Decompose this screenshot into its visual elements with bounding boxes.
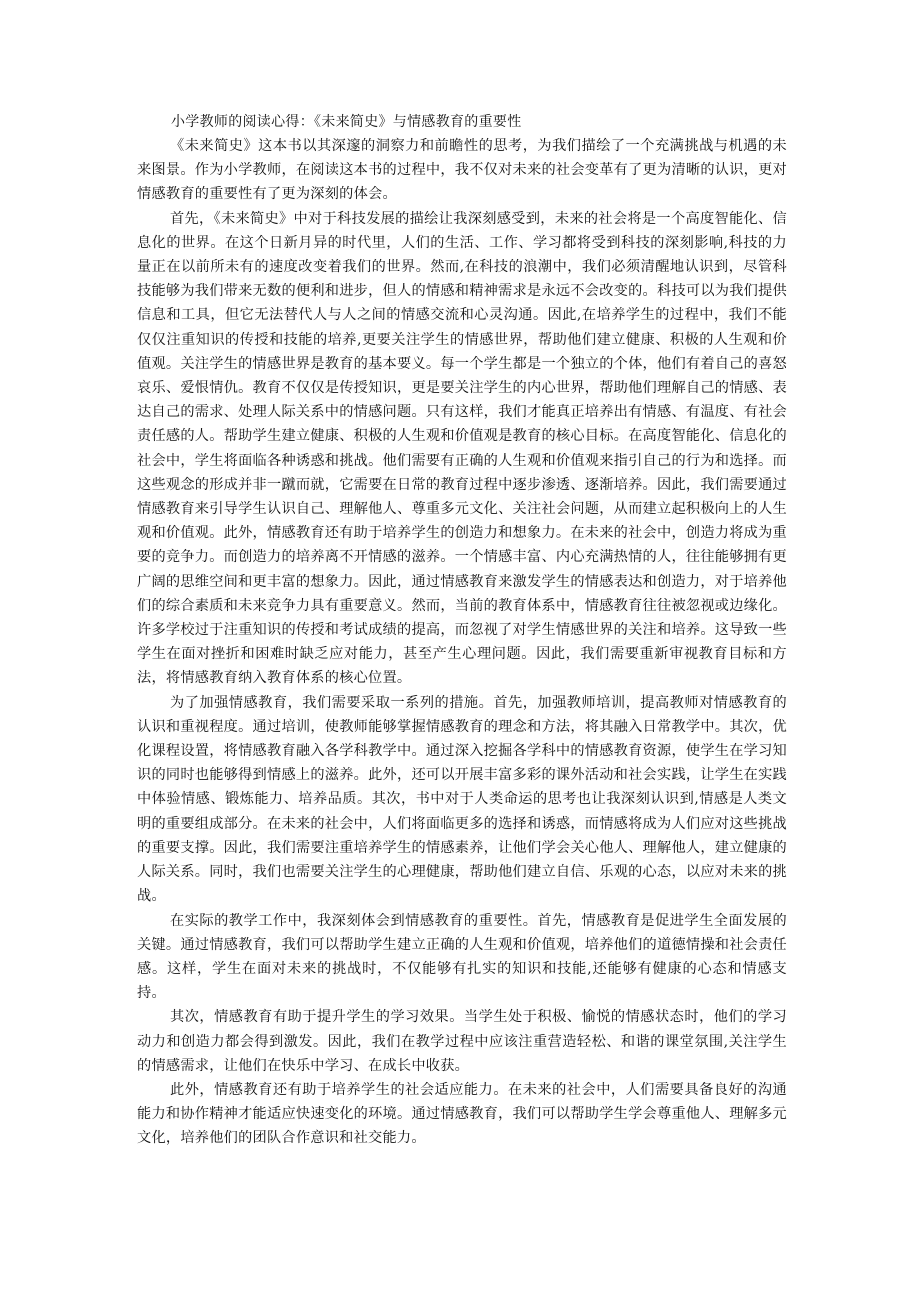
- paragraph-social-adaptation: 此外，情感教育还有助于培养学生的社会适应能力。在未来的社会中，人们需要具备良好的沟通能力和协作精神才能适应快速变化的环境。通过情感教育，我们可以帮助学生学会尊重他人、理解多元文化，培养他们的团队合作意识和社交能力。: [137, 1081, 787, 1147]
- document-title: 小学教师的阅读心得：《未来简史》与情感教育的重要性: [171, 114, 522, 130]
- paragraph-measures: 为了加强情感教育，我们需要采取一系列的措施。首先，加强教师培训，提高教师对情感教育的认识和重视程度。通过培训，使教师能够掌握情感教育的理念和方法，将其融入日常教学中。其次，优化课程设置，将情感教育融入各学科教学中。通过深入挖掘各学科中的情感教育资源，使学生在学习知识的同时也能够得到情感上的滋养。此外，还可以开展丰富多彩的课外活动和社会实践，让学生在实践中体验情感、锻炼能力、培养品质。其次，书中对于人类命运的思考也让我深刻认识到,情感是人类文明的重要组成部分。在未来的社会中，人们将面临更多的选择和诱惑，而情感将成为人们应对这些挑战的重要支撑。因此，我们需要注重培养学生的情感素养，让他们学会关心他人、理解他人，建立健康的人际关系。同时，我们也需要关注学生的心理健康，帮助他们建立自信、乐观的心态，以应对未来的挑战。: [137, 694, 787, 905]
- paragraph-technology: 首先，《未来简史》中对于科技发展的描绘让我深刻感受到，未来的社会将是一个高度智能化、信息化的世界。在这个日新月异的时代里，人们的生活、工作、学习都将受到科技的深刻影响,科技的力量正在以前所未有的速度改变着我们的世界。然而,在科技的浪潮中，我们必须清醒地认识到，尽管科技能够为我们带来无数的便利和进步，但人的情感和精神需求是永远不会改变的。科技可以为我们提供信息和工具，但它无法替代人与人之间的情感交流和心灵沟通。因此,在培养学生的过程中，我们不能仅仅注重知识的传授和技能的培养,更要关注学生的情感世界，帮助他们建立健康、积极的人生观和价值观。关注学生的情感世界是教育的基本要义。每一个学生都是一个独立的个体，他们有着自己的喜怒哀乐、爱恨情仇。教育不仅仅是传授知识，更是要关注学生的内心世界，帮助他们理解自己的情感、表达自己的需求、处理人际关系中的情感问题。只有这样，我们才能真正培养出有情感、有温度、有社会责任感的人。帮助学生建立健康、积极的人生观和价值观是教育的核心目标。在高度智能化、信息化的社会中，学生将面临各种诱惑和挑战。他们需要有正确的人生观和价值观来指引自己的行为和选择。而这些观念的形成并非一蹴而就，它需要在日常的教育过程中逐步渗透、逐渐培养。因此，我们需要通过情感教育来引导学生认识自己、理解他人、尊重多元文化、关注社会问题，从而建立起积极向上的人生观和价值观。此外，情感教育还有助于培养学生的创造力和想象力。在未来的社会中，创造力将成为重要的竞争力。而创造力的培养离不开情感的滋养。一个情感丰富、内心充满热情的人，往往能够拥有更广阔的思维空间和更丰富的想象力。因此，通过情感教育来激发学生的情感表达和创造力，对于培养他们的综合素质和未来竞争力具有重要意义。然而，当前的教育体系中，情感教育往往被忽视或边缘化。许多学校过于注重知识的传授和考试成绩的提高，而忽视了对学生情感世界的关注和培养。这导致一些学生在面对挫折和困难时缺乏应对能力，甚至产生心理问题。因此，我们需要重新审视教育目标和方法，将情感教育纳入教育体系的核心位置。: [137, 210, 787, 687]
- paragraph-learning-effect: 其次，情感教育有助于提升学生的学习效果。当学生处于积极、愉悦的情感状态时，他们的学习动力和创造力都会得到激发。因此，我们在教学过程中应该注重营造轻松、和谐的课堂氛围,关注学生的情感需求，让他们在快乐中学习、在成长中收获。: [137, 1009, 787, 1074]
- document-page: [137, 110, 787, 1151]
- paragraph-teaching-practice: 在实际的教学工作中，我深刻体会到情感教育的重要性。首先，情感教育是促进学生全面发展的关键。通过情感教育，我们可以帮助学生建立正确的人生观和价值观，培养他们的道德情操和社会责任感。这样，学生在面对未来的挑战时，不仅能够有扎实的知识和技能,还能够有健康的心态和情感支持。: [137, 912, 787, 1002]
- paragraph-intro: 《未来简史》这本书以其深邃的洞察力和前瞻性的思考，为我们描绘了一个充满挑战与机遇的未来图景。作为小学教师，在阅读这本书的过程中，我不仅对未来的社会变革有了更为清晰的认识，更对情感教育的重要性有了更为深刻的体会。: [137, 138, 787, 203]
